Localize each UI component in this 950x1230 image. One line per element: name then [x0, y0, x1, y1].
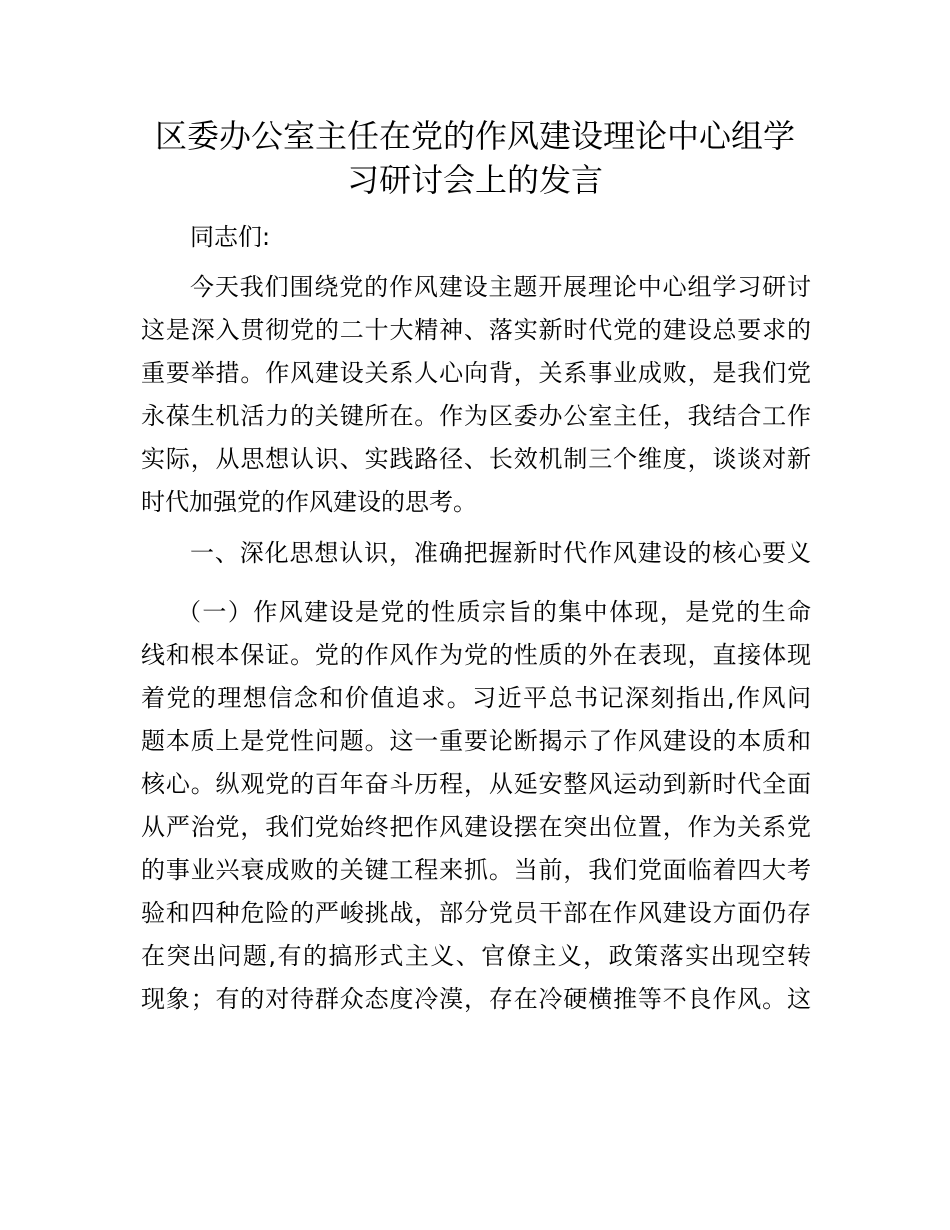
paragraph-1-line: 重要举措。作风建设关系人心向背，关系事业成败，是我们党	[141, 359, 811, 387]
paragraph-2-line: 验和四种危险的严峻挑战，部分党员干部在作风建设方面仍存	[141, 899, 811, 927]
salutation: 同志们:	[190, 223, 271, 251]
paragraph-2-line: 线和根本保证。党的作风作为党的性质的外在表现，直接体现	[141, 641, 811, 669]
paragraph-1-line: 实际，从思想认识、实践路径、长效机制三个维度，谈谈对新	[141, 445, 811, 473]
paragraph-2-line: 着党的理想信念和价值追求。习近平总书记深刻指出,作风问	[141, 684, 811, 712]
paragraph-2-line: 从严治党，我们党始终把作风建设摆在突出位置，作为关系党	[141, 813, 811, 841]
paragraph-2-line: 在突出问题,有的搞形式主义、官僚主义，政策落实出现空转	[141, 942, 811, 970]
document-title-line-1: 区委办公室主任在党的作风建设理论中心组学	[154, 117, 795, 155]
section-1-heading: 一、深化思想认识，准确把握新时代作风建设的核心要义	[190, 539, 811, 567]
document-title-line-2: 习研讨会上的发言	[346, 161, 603, 199]
paragraph-2-line: 现象；有的对待群众态度冷漠，存在冷硬横推等不良作风。这	[141, 985, 811, 1013]
paragraph-1-line: 永葆生机活力的关键所在。作为区委办公室主任，我结合工作	[141, 402, 811, 430]
paragraph-2-line: 题本质上是党性问题。这一重要论断揭示了作风建设的本质和	[141, 727, 811, 755]
paragraph-1-line: 今天我们围绕党的作风建设主题开展理论中心组学习研讨	[190, 273, 811, 301]
paragraph-2-line: 的事业兴衰成败的关键工程来抓。当前，我们党面临着四大考	[141, 856, 811, 884]
paragraph-1-line: 这是深入贯彻党的二十大精神、落实新时代党的建设总要求的	[141, 316, 811, 344]
paragraph-1-line: 时代加强党的作风建设的思考。	[141, 488, 477, 516]
paragraph-2-line: （一）作风建设是党的性质宗旨的集中体现，是党的生命	[177, 598, 811, 626]
paragraph-2-line: 核心。纵观党的百年奋斗历程，从延安整风运动到新时代全面	[141, 770, 811, 798]
